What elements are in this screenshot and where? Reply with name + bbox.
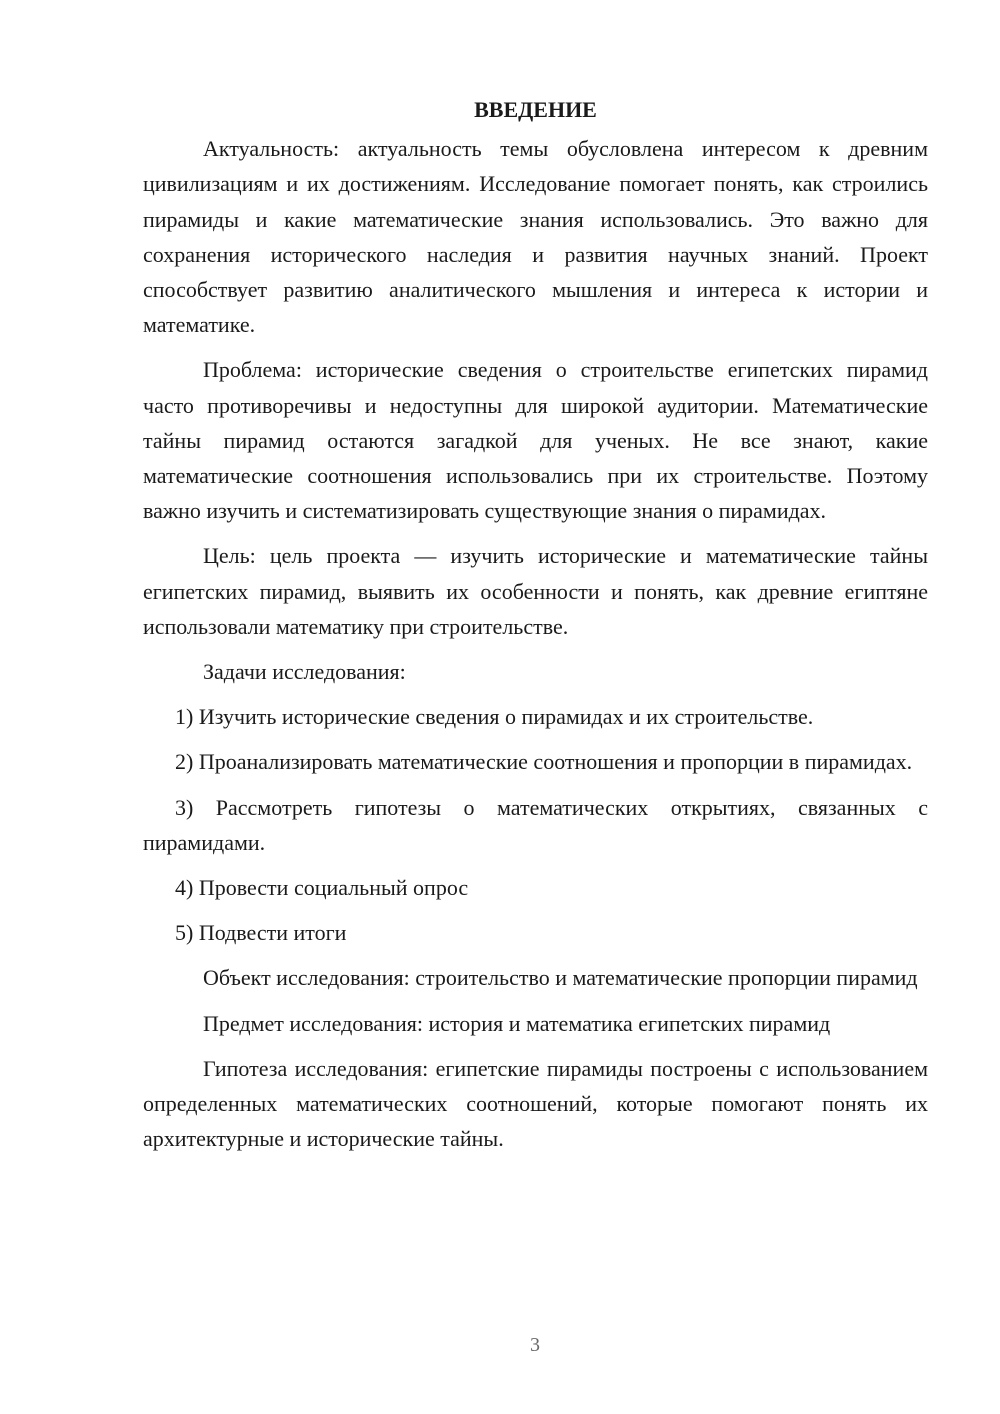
page-number: 3 <box>530 1334 540 1356</box>
paragraph-subject: Предмет исследования: история и математика египетских пирамид <box>203 1010 831 1036</box>
task-item-1: 1) Изучить исторические сведения о пирамидах и их строительстве. <box>175 704 814 730</box>
paragraph-hypothesis: Гипотеза исследования: египетские пирамиды построены с использованием определенных математических соотношений, которые помогают понять их архитектурные и исторические тайны. <box>143 1055 928 1152</box>
tasks-heading: Задачи исследования: <box>203 659 406 685</box>
page-title: ВВЕДЕНИЕ <box>474 97 597 122</box>
task-item-4: 4) Провести социальный опрос <box>175 875 469 901</box>
task-item-3: 3) Рассмотреть гипотезы о математических открытиях, связанных с пирамидами. <box>143 794 928 855</box>
document-page <box>143 92 928 1166</box>
paragraph-relevance: Актуальность: актуальность темы обусловлена интересом к древним цивилизациям и их достижениям. Исследование помогает понять, как строились пирамиды и какие математические знания использовались. Это важно для сохранения исторического наследия и развития научных знаний. Проект способствует развитию аналитического мышления и интереса к истории и математике. <box>143 136 928 338</box>
paragraph-object: Объект исследования: строительство и математические пропорции пирамид <box>203 965 918 991</box>
task-item-5: 5) Подвести итоги <box>175 920 347 946</box>
task-item-2: 2) Проанализировать математические соотношения и пропорции в пирамидах. <box>175 749 913 775</box>
paragraph-problem: Проблема: исторические сведения о строительстве египетских пирамид часто противоречивы и недоступны для широкой аудитории. Математические тайны пирамид остаются загадкой для ученых. Не все знают, какие математические соотношения использовались при их строительстве. Поэтому важно изучить и систематизировать существующие знания о пирамидах. <box>143 357 928 524</box>
paragraph-goal: Цель: цель проекта — изучить исторические и математические тайны египетских пирамид, выявить их особенности и понять, как древние египтяне использовали математику при строительстве. <box>143 543 928 639</box>
